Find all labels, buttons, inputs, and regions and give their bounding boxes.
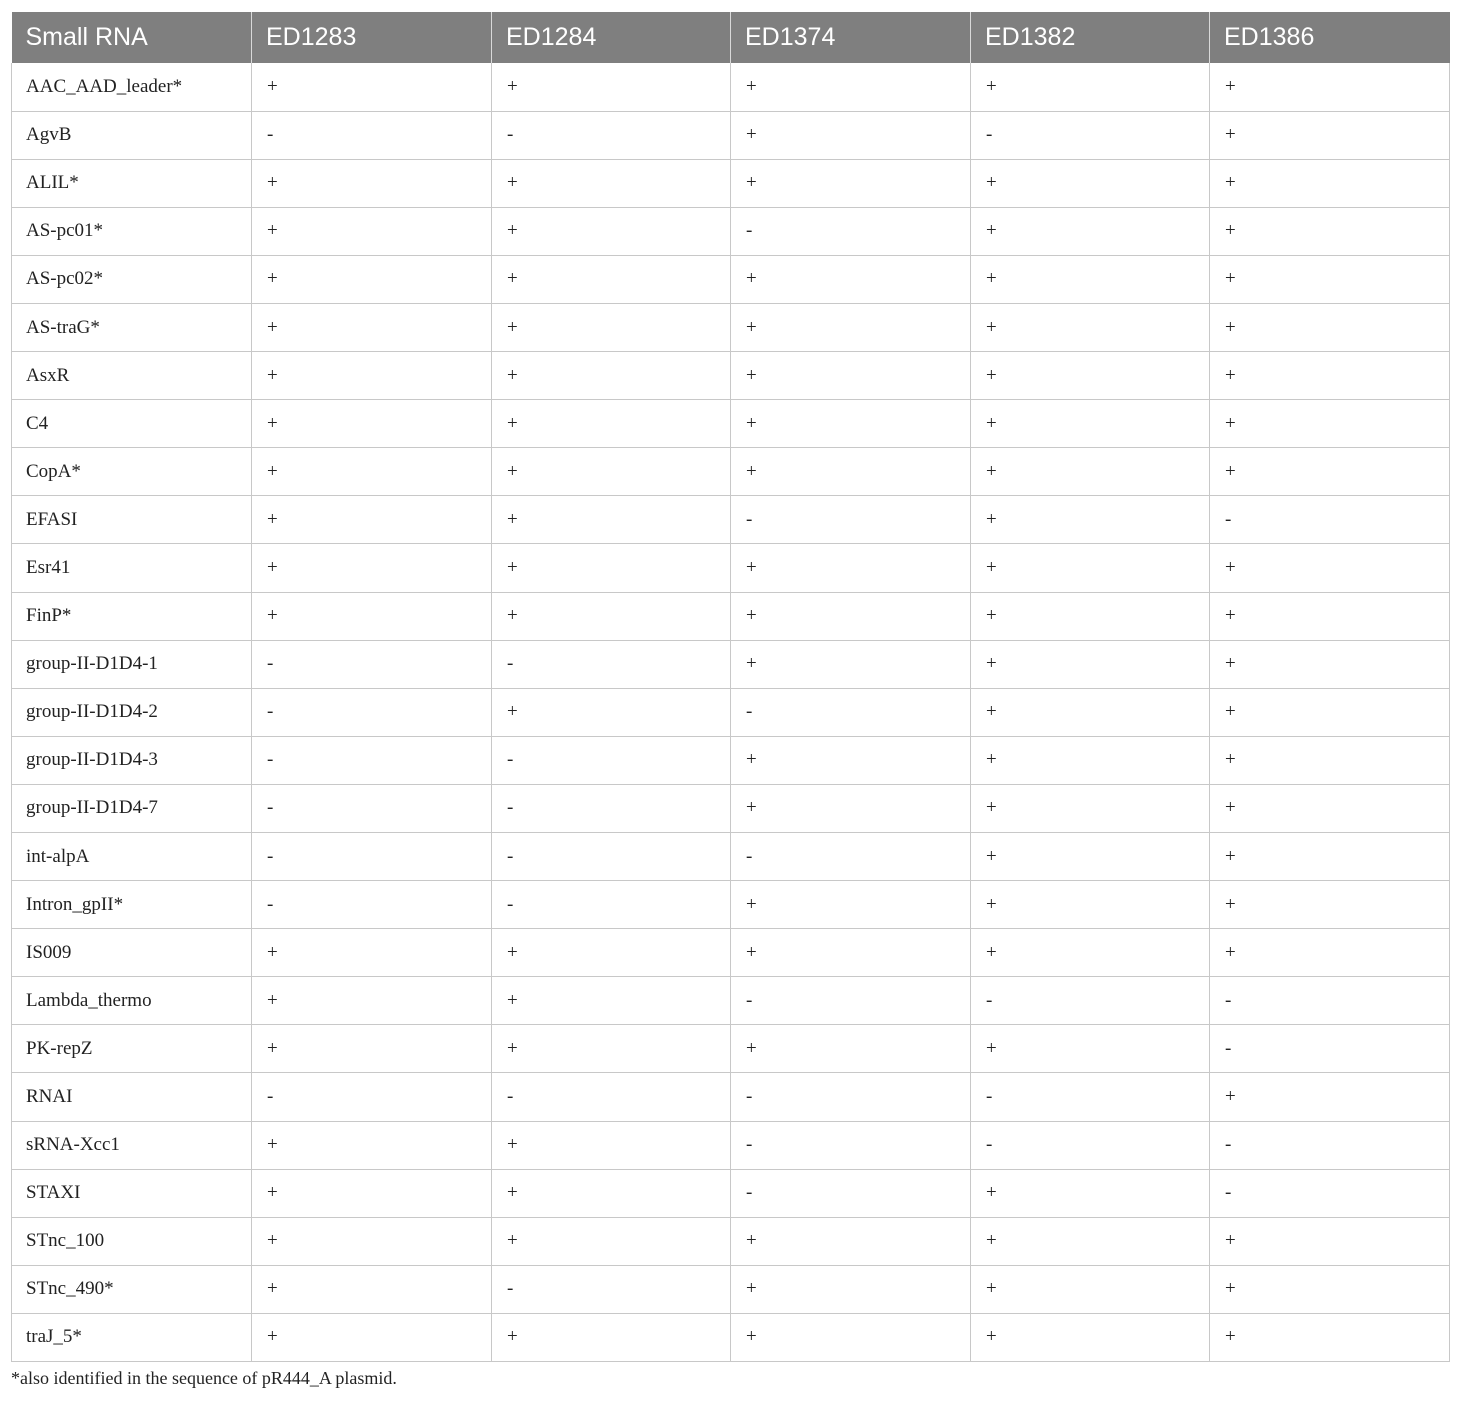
presence-cell: +	[1210, 544, 1450, 592]
presence-cell: +	[492, 977, 731, 1025]
table-row	[12, 784, 1450, 832]
presence-cell: +	[1210, 640, 1450, 688]
rna-name-cell: AS-pc02*	[12, 255, 252, 303]
presence-cell: -	[252, 640, 492, 688]
small-rna-table	[11, 12, 1450, 1362]
presence-cell: +	[971, 1217, 1210, 1265]
presence-cell: +	[252, 63, 492, 111]
presence-cell: +	[731, 352, 971, 400]
presence-cell: +	[1210, 881, 1450, 929]
table-row	[12, 592, 1450, 640]
presence-cell: +	[252, 1217, 492, 1265]
table-header-row	[12, 12, 1450, 63]
presence-cell: +	[492, 207, 731, 255]
header-ed1374: ED1374	[731, 12, 971, 63]
table-row	[12, 111, 1450, 159]
table-row	[12, 1169, 1450, 1217]
presence-cell: +	[731, 63, 971, 111]
table-row	[12, 1265, 1450, 1313]
presence-cell: +	[492, 688, 731, 736]
rna-name-cell: RNAI	[12, 1073, 252, 1121]
presence-cell: +	[492, 159, 731, 207]
presence-cell: +	[252, 1025, 492, 1073]
presence-cell: +	[731, 255, 971, 303]
rna-name-cell: STnc_100	[12, 1217, 252, 1265]
rna-name-cell: C4	[12, 400, 252, 448]
table-body	[12, 63, 1450, 1362]
presence-cell: +	[731, 1313, 971, 1361]
rna-name-cell: AS-pc01*	[12, 207, 252, 255]
presence-cell: +	[252, 1265, 492, 1313]
rna-name-cell: Lambda_thermo	[12, 977, 252, 1025]
presence-cell: +	[252, 303, 492, 351]
presence-cell: +	[252, 400, 492, 448]
presence-cell: +	[252, 352, 492, 400]
rna-name-cell: AgvB	[12, 111, 252, 159]
table-footnote: *also identified in the sequence of pR444_A plasmid.	[11, 1368, 397, 1388]
header-small-rna: Small RNA	[12, 12, 252, 63]
presence-cell: +	[731, 544, 971, 592]
presence-cell: +	[731, 159, 971, 207]
presence-cell: -	[492, 736, 731, 784]
table-row	[12, 881, 1450, 929]
presence-cell: -	[971, 1121, 1210, 1169]
presence-cell: +	[1210, 303, 1450, 351]
presence-cell: -	[492, 881, 731, 929]
presence-cell: -	[1210, 1169, 1450, 1217]
presence-cell: +	[731, 1265, 971, 1313]
presence-cell: +	[731, 592, 971, 640]
presence-cell: +	[1210, 352, 1450, 400]
presence-cell: -	[731, 1169, 971, 1217]
presence-cell: +	[971, 640, 1210, 688]
presence-cell: +	[971, 1169, 1210, 1217]
rna-name-cell: group-II-D1D4-3	[12, 736, 252, 784]
header-ed1386: ED1386	[1224, 23, 1315, 51]
presence-cell: +	[252, 448, 492, 496]
presence-cell: +	[731, 400, 971, 448]
rna-name-cell: AS-traG*	[12, 303, 252, 351]
rna-name-cell: AsxR	[12, 352, 252, 400]
presence-cell: +	[252, 496, 492, 544]
presence-cell: +	[1210, 207, 1450, 255]
presence-cell: +	[492, 448, 731, 496]
rna-name-cell: group-II-D1D4-1	[12, 640, 252, 688]
presence-cell: +	[731, 448, 971, 496]
presence-cell: -	[1210, 1121, 1450, 1169]
presence-cell: +	[971, 881, 1210, 929]
presence-cell: +	[492, 303, 731, 351]
table-row	[12, 303, 1450, 351]
presence-cell: -	[492, 784, 731, 832]
presence-cell: +	[971, 255, 1210, 303]
rna-name-cell: group-II-D1D4-2	[12, 688, 252, 736]
presence-cell: +	[971, 833, 1210, 881]
presence-cell: +	[731, 736, 971, 784]
presence-cell: +	[1210, 736, 1450, 784]
table-row	[12, 207, 1450, 255]
table-row	[12, 1073, 1450, 1121]
table-row	[12, 688, 1450, 736]
table-row	[12, 977, 1450, 1025]
presence-cell: -	[971, 977, 1210, 1025]
presence-cell: -	[492, 833, 731, 881]
presence-cell: -	[252, 833, 492, 881]
rna-name-cell: traJ_5*	[12, 1313, 252, 1361]
table-row	[12, 736, 1450, 784]
presence-cell: +	[1210, 784, 1450, 832]
presence-cell: +	[731, 784, 971, 832]
presence-cell: +	[1210, 1073, 1450, 1121]
presence-cell: -	[731, 207, 971, 255]
rna-name-cell: CopA*	[12, 448, 252, 496]
presence-cell: -	[971, 111, 1210, 159]
presence-cell: -	[731, 833, 971, 881]
presence-cell: -	[252, 1073, 492, 1121]
table-row	[12, 1121, 1450, 1169]
presence-cell: +	[1210, 592, 1450, 640]
table-row	[12, 159, 1450, 207]
header-ed1382: ED1382	[971, 12, 1210, 63]
rna-name-cell: IS009	[12, 929, 252, 977]
presence-cell: +	[492, 544, 731, 592]
presence-cell: -	[1210, 977, 1450, 1025]
presence-cell: +	[252, 1169, 492, 1217]
rna-name-cell: Intron_gpII*	[12, 881, 252, 929]
presence-cell: +	[252, 255, 492, 303]
presence-cell: +	[1210, 833, 1450, 881]
header-ed1284: ED1284	[492, 12, 731, 63]
presence-cell: +	[731, 1025, 971, 1073]
rna-name-cell: group-II-D1D4-7	[12, 784, 252, 832]
presence-cell: +	[492, 352, 731, 400]
presence-cell: -	[492, 1073, 731, 1121]
presence-cell: +	[492, 929, 731, 977]
presence-cell: +	[731, 111, 971, 159]
presence-cell: +	[492, 1169, 731, 1217]
presence-cell: -	[252, 736, 492, 784]
presence-cell: +	[1210, 111, 1450, 159]
presence-cell: +	[252, 977, 492, 1025]
presence-cell: +	[252, 592, 492, 640]
presence-cell: +	[1210, 255, 1450, 303]
header-ed1283: ED1283	[252, 12, 492, 63]
rna-name-cell: STnc_490*	[12, 1265, 252, 1313]
presence-cell: -	[731, 1121, 971, 1169]
rna-name-cell: int-alpA	[12, 833, 252, 881]
table-row	[12, 1313, 1450, 1361]
presence-cell: +	[252, 1121, 492, 1169]
presence-cell: -	[252, 688, 492, 736]
presence-cell: -	[731, 977, 971, 1025]
table-row	[12, 833, 1450, 881]
presence-cell: +	[971, 63, 1210, 111]
presence-cell: +	[252, 159, 492, 207]
presence-cell: +	[971, 448, 1210, 496]
presence-cell: +	[492, 592, 731, 640]
presence-cell: +	[971, 592, 1210, 640]
presence-cell: -	[492, 640, 731, 688]
rna-name-cell: EFASI	[12, 496, 252, 544]
table-row	[12, 448, 1450, 496]
rna-name-cell: sRNA-Xcc1	[12, 1121, 252, 1169]
presence-cell: +	[492, 1313, 731, 1361]
presence-cell: +	[971, 784, 1210, 832]
presence-cell: +	[492, 1025, 731, 1073]
presence-cell: +	[731, 640, 971, 688]
table-row	[12, 63, 1450, 111]
presence-cell: +	[731, 929, 971, 977]
table-row	[12, 544, 1450, 592]
presence-cell: +	[1210, 688, 1450, 736]
presence-cell: +	[971, 544, 1210, 592]
rna-name-cell: FinP*	[12, 592, 252, 640]
presence-cell: +	[731, 881, 971, 929]
presence-cell: +	[492, 400, 731, 448]
table-row	[12, 352, 1450, 400]
presence-cell: -	[1210, 1025, 1450, 1073]
rna-name-cell: Esr41	[12, 544, 252, 592]
presence-cell: -	[252, 784, 492, 832]
presence-cell: +	[971, 736, 1210, 784]
rna-name-cell: ALIL*	[12, 159, 252, 207]
presence-cell: +	[1210, 1313, 1450, 1361]
presence-cell: +	[1210, 1265, 1450, 1313]
presence-cell: +	[971, 1313, 1210, 1361]
presence-cell: +	[1210, 929, 1450, 977]
presence-cell: +	[971, 400, 1210, 448]
presence-cell: -	[1210, 496, 1450, 544]
presence-cell: +	[1210, 159, 1450, 207]
table-row	[12, 640, 1450, 688]
presence-cell: +	[971, 352, 1210, 400]
table-row	[12, 929, 1450, 977]
table-row	[12, 1025, 1450, 1073]
presence-cell: +	[252, 207, 492, 255]
presence-cell: +	[971, 1025, 1210, 1073]
presence-cell: +	[971, 496, 1210, 544]
presence-cell: +	[971, 303, 1210, 351]
presence-cell: -	[492, 1265, 731, 1313]
presence-cell: -	[731, 688, 971, 736]
presence-cell: +	[492, 63, 731, 111]
presence-cell: -	[731, 496, 971, 544]
presence-cell: +	[252, 1313, 492, 1361]
presence-cell: +	[1210, 400, 1450, 448]
presence-cell: +	[1210, 448, 1450, 496]
presence-cell: +	[1210, 63, 1450, 111]
presence-cell: +	[971, 1265, 1210, 1313]
table-row	[12, 496, 1450, 544]
presence-cell: +	[971, 929, 1210, 977]
table-row	[12, 400, 1450, 448]
rna-name-cell: STAXI	[12, 1169, 252, 1217]
presence-cell: -	[252, 111, 492, 159]
presence-cell: +	[731, 303, 971, 351]
presence-cell: +	[971, 688, 1210, 736]
presence-cell: -	[492, 111, 731, 159]
presence-cell: -	[252, 881, 492, 929]
presence-cell: +	[492, 1121, 731, 1169]
presence-cell: -	[731, 1073, 971, 1121]
presence-cell: +	[252, 544, 492, 592]
presence-cell: +	[731, 1217, 971, 1265]
presence-cell: +	[252, 929, 492, 977]
small-rna-table-container	[11, 12, 1449, 1362]
presence-cell: +	[971, 207, 1210, 255]
presence-cell: -	[971, 1073, 1210, 1121]
presence-cell: +	[492, 496, 731, 544]
table-row	[12, 255, 1450, 303]
rna-name-cell: AAC_AAD_leader*	[12, 63, 252, 111]
rna-name-cell: PK-repZ	[12, 1025, 252, 1073]
presence-cell: +	[971, 159, 1210, 207]
presence-cell: +	[492, 1217, 731, 1265]
presence-cell: +	[1210, 1217, 1450, 1265]
presence-cell: +	[492, 255, 731, 303]
table-row	[12, 1217, 1450, 1265]
